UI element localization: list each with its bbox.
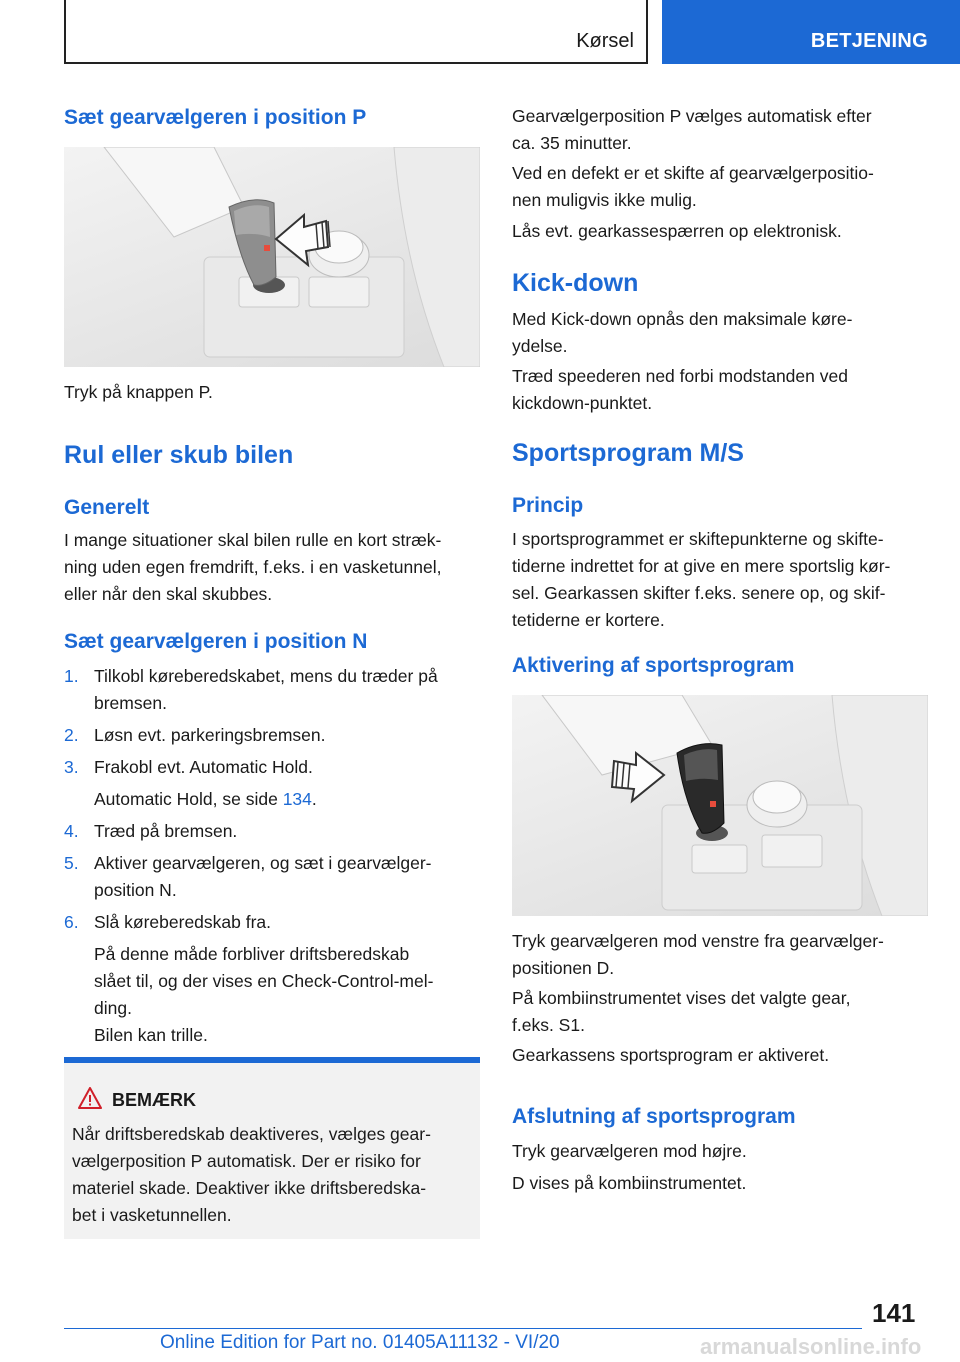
step-text: Træd på bremsen. [94,821,238,841]
text-line: bet i vasketunnellen. [72,1205,232,1225]
text-line: Træd speederen ned forbi modstanden ved [512,366,848,386]
text-line: ca. 35 minutter. [512,133,632,153]
note-box [64,1057,480,1239]
heading-general: Generelt [64,496,150,519]
step-text [94,663,484,717]
paragraph-princip [512,526,952,634]
text-line: positionen D. [512,958,615,978]
text-line: position N. [94,880,177,900]
step-3-reference [94,786,484,813]
header-section-title: Kørsel [576,30,634,52]
text-line: ydelse. [512,336,568,356]
text-line: På denne måde forbliver driftsberedskab [94,944,410,964]
heading-end-sport: Afslutning af sportsprogram [512,1105,796,1128]
text-line: nen muligvis ikke mulig. [512,190,697,210]
text-line: På kombiinstrumentet vises det valgte gear, [512,988,851,1008]
page-number: 141 [872,1298,916,1328]
text-line: Ved en defekt er et skifte af gearvælgerpositio- [512,163,874,183]
step-text: Løsn evt. parkeringsbremsen. [94,725,326,745]
step-number: 6. [64,912,79,932]
text-line: kickdown-punktet. [512,393,653,413]
footer-edition: Online Edition for Part no. 01405A11132 - VI/20 [160,1332,560,1353]
text-line: f.eks. S1. [512,1015,585,1035]
text-line: Gearvælgerposition P vælges automatisk efter [512,106,872,126]
reference-text: Automatic Hold, se side [94,789,283,809]
step-6-details [94,941,484,1022]
paragraph-activate-1 [512,928,952,982]
step-text [94,850,484,904]
text-line: ding. [94,998,132,1018]
page-link-134[interactable]: 134 [282,789,312,809]
footer-watermark: armanualsonline.info [700,1334,922,1359]
step-number: 4. [64,821,79,841]
heading-kick-down: Kick-down [512,269,639,297]
paragraph-kick-1 [512,306,942,360]
text-line: Tryk gearvælgeren mod venstre fra gearvælger- [512,931,884,951]
step-text: Slå køreberedskab fra. [94,912,272,932]
note-title: BEMÆRK [112,1090,196,1110]
heading-sport-program: Sportsprogram M/S [512,439,744,467]
text-line: Aktiver gearvælgeren, og sæt i gearvælger- [94,853,432,873]
paragraph-general [64,527,484,608]
step-number: 1. [64,666,79,686]
gear-selector-p-illustration [64,147,480,367]
header-section-tab [64,0,648,64]
text-line: eller når den skal skubbes. [64,584,273,604]
caption-press-p: Tryk på knappen P. [64,382,213,402]
step-number: 2. [64,725,79,745]
paragraph-auto-p [512,103,942,157]
step-text: Frakobl evt. Automatic Hold. [94,757,313,777]
note-body [72,1121,476,1229]
text-line: bremsen. [94,693,167,713]
reference-suffix: . [311,789,317,809]
header-chapter-title: BETJENING [810,30,928,52]
figure-gear-selector-sport [512,695,928,916]
paragraph-unlock: Lås evt. gearkassespærren op elektronisk. [512,221,842,241]
warning-icon [78,1087,102,1114]
text-line: slået til, og der vises en Check-Control-mel- [94,971,434,991]
text-line: tetiderne er kortere. [512,610,665,630]
text-line: materiel skade. Deaktiver ikke driftsberedska- [72,1178,427,1198]
header-chapter-tab [662,0,960,64]
heading-roll-push: Rul eller skub bilen [64,441,294,469]
heading-gear-p: Sæt gearvælgeren i position P [64,106,367,129]
footer-divider [64,1328,862,1329]
heading-gear-n: Sæt gearvælgeren i position N [64,630,368,653]
text-line: vælgerposition P automatisk. Der er risiko for [72,1151,421,1171]
text-line: Når driftsberedskab deaktiveres, vælges gear- [72,1124,431,1144]
text-line: sel. Gearkassen skifter f.eks. senere op, og skif- [512,583,886,603]
step-number: 5. [64,853,79,873]
paragraph-end-1: Tryk gearvælgeren mod højre. [512,1141,747,1161]
text-line: Tilkobl køreberedskabet, mens du træder på [94,666,438,686]
step-6-result: Bilen kan trille. [94,1025,208,1045]
steps-list [64,663,484,1053]
paragraph-activate-3: Gearkassens sportsprogram er aktiveret. [512,1045,830,1065]
text-line: I mange situationer skal bilen rulle en kort stræk- [64,530,442,550]
gear-selector-sport-illustration [512,695,928,916]
text-line: I sportsprogrammet er skiftepunkterne og skifte- [512,529,884,549]
paragraph-activate-2 [512,985,952,1039]
paragraph-kick-2 [512,363,942,417]
heading-activate-sport: Aktivering af sportsprogram [512,654,795,677]
step-number: 3. [64,757,79,777]
figure-gear-selector-p [64,147,480,367]
text-line: Med Kick-down opnås den maksimale køre- [512,309,853,329]
text-line: tiderne indrettet for at give en mere sportslig kør- [512,556,891,576]
heading-princip: Princip [512,494,584,517]
text-line: ning uden egen fremdrift, f.eks. i en vasketunnel, [64,557,442,577]
paragraph-defect [512,160,942,214]
paragraph-end-2: D vises på kombiinstrumentet. [512,1173,747,1193]
